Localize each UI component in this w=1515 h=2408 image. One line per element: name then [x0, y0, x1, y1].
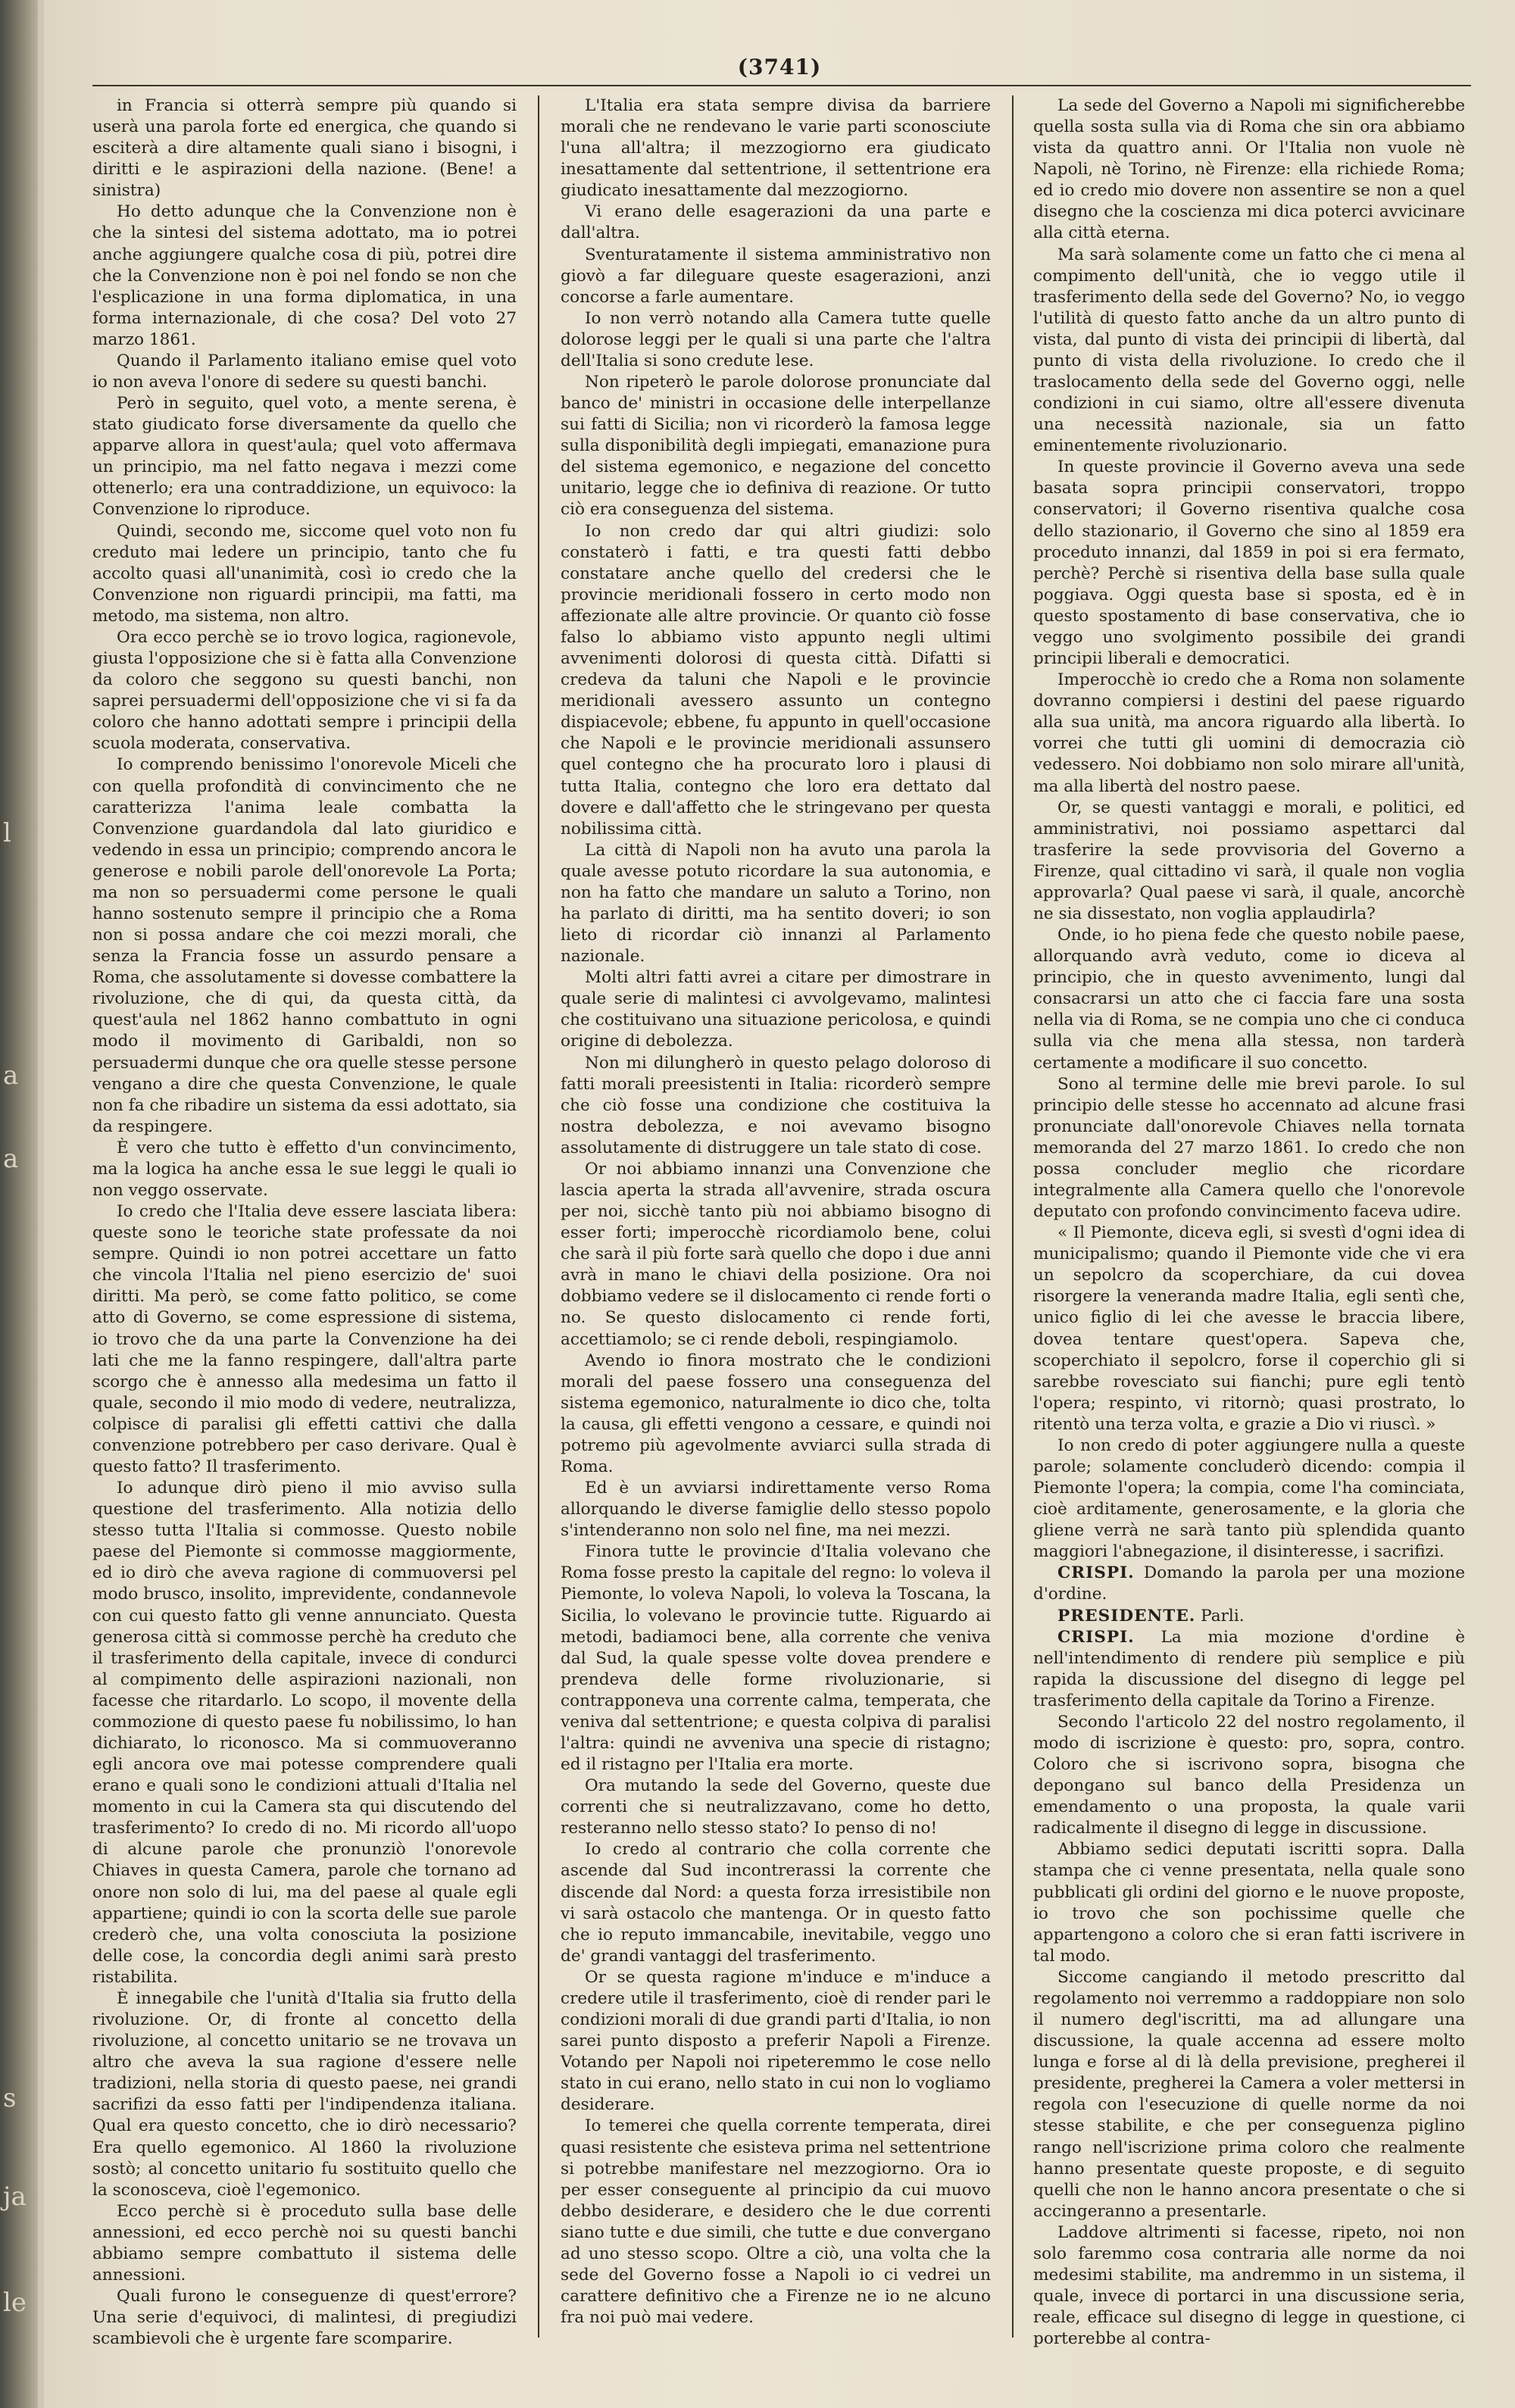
paragraph [561, 201, 991, 244]
paragraph-text: Or se questa ragione m'induce e m'induce a credere utile il trasferimento, cioè di render pari le condizioni morali di due grandi parti d'Italia, io non sarei punto disposto a preferir Napoli a Firenze. Votando per Napoli noi ripeteremmo le cose nello stato in cui erano, nello stato in cui non lo vogliamo desiderare. [561, 1967, 991, 2115]
paragraph-text: È vero che tutto è effetto d'un convincimento, ma la logica ha anche essa le sue leggi le quali io non veggo osservate. [92, 1138, 517, 1200]
paragraph [561, 1159, 991, 1351]
paragraph-text: È innegabile che l'unità d'Italia sia frutto della rivoluzione. Or, di fronte al concetto della rivoluzione, al concetto unitario se ne trovava un altro che aveva la sua ragione d'essere nelle tradizioni, nella storia di questo paese, nei grandi sacrifizi da esso fatti per l'indipendenza italiana. Qual era questo concetto, che io dirò necessario? Era quello egemonico. Al 1860 la rivoluzione sostò; al concetto unitario fu sostituito quello che la sconosceva, cioè l'egemonico. [92, 1988, 517, 2200]
paragraph [561, 1839, 991, 1966]
paragraph [92, 1988, 517, 2201]
paragraph [561, 372, 991, 521]
text-column-1 [92, 95, 517, 2368]
paragraph-text: La città di Napoli non ha avuto una parola la quale avesse potuto ricordare la sua autonomia, e non ha fatto che mandare un saluto a Torino, non ha parlato di diritti, ma ha sentito doveri; io son lieto di ricordar ciò innanzi al Parlamento nazionale. [561, 840, 991, 967]
paragraph-text: Non mi dilungherò in questo pelago doloroso di fatti morali preesistenti in Italia: ricorderò sempre che ciò fosse una condizione che costituiva la nostra debolezza, e noi avevamo bisogno assolutamente di distruggere un tale stato di cose. [561, 1053, 991, 1157]
paragraph-text: Ma sarà solamente come un fatto che ci mena al compimento dell'unità, che io veggo utile il trasferimento della sede del Governo? No, io veggo l'utilità di questo fatto anche da un altro punto di vista, dal punto di vista dei principii di libertà, dal punto di vista della rivoluzione. Io credo che il traslocamento della sede del Governo oggi, nelle condizioni in cui siamo, oltre all'essere divenuta una necessità nazionale, sia un fatto eminentemente rivoluzionario. [1033, 245, 1465, 456]
paragraph-text: Io non credo dar qui altri giudizi: solo constaterò i fatti, e tra questi fatti debbo constatare anche quello del credersi che le provincie meridionali fossero in certo modo non affezionate alle altre provincie. Or quanto ciò fosse falso lo abbiamo visto appunto negli ultimi avvenimenti dolorosi di questa città. Difatti si credeva da taluni che Napoli e le provincie meridionali avessero assunto un contegno dispiacevole; ebbene, fu appunto in quell'occasione che Napoli e le provincie meridionali assunsero quel contegno che ha procurato loro i plausi di tutta Italia, contegno che loro era dettato dal dovere e dall'affetto che le stringevano per questa nobilissima città. [561, 521, 991, 839]
paragraph-text: La sede del Governo a Napoli mi significherebbe quella sosta sulla via di Roma che sin ora abbiamo vista da quattro anni. Or l'Italia non vuole nè Napoli, nè Torino, nè Firenze: ella richiede Roma; ed io credo mio dovere non assentire se non a quel disegno che la coscienza mi dica poterci avvicinare alla città eterna. [1033, 96, 1465, 243]
column-rule [1012, 95, 1014, 2338]
paragraph [1033, 1435, 1465, 1563]
paragraph-text: Quando il Parlamento italiano emise quel voto io non aveva l'onore di sedere su questi banchi. [92, 351, 517, 392]
paragraph [561, 95, 991, 201]
paragraph [561, 2116, 991, 2328]
page-number: (3741) [737, 55, 822, 80]
paragraph [561, 967, 991, 1052]
paragraph-text: Imperocchè io credo che a Roma non solamente dovranno compiersi i destini del paese riguardo alla sua unità, ma ancora riguardo alla libertà. Io vorrei che tutti gli uomini di democrazia ciò vedessero. Noi dobbiamo non solo mirare all'unità, ma alla libertà del nostro paese. [1033, 670, 1465, 796]
paragraph-text: Parli. [1195, 1606, 1245, 1626]
paragraph [1033, 1223, 1465, 1435]
paragraph [92, 1478, 517, 1988]
paragraph [92, 201, 517, 351]
header-rule [92, 85, 1471, 86]
paragraph [1033, 1712, 1465, 1839]
paragraph-text: Sventuratamente il sistema amministrativo non giovò a far dileguare queste esagerazioni, anzi concorse a farle aumentare. [561, 245, 991, 307]
paragraph-text: Onde, io ho piena fede che questo nobile paese, allorquando avrà veduto, come io diceva al principio, che in questo avvenimento, lungi dal consacrarsi un atto che ci faccia fare una sosta nella via di Roma, se ne compia uno che ci conduca sulla via che mena alla stessa, non tarderà certamente a modificare il suo concetto. [1033, 926, 1465, 1073]
paragraph-text: La mia mozione d'ordine è nell'intendimento di rendere più semplice e più rapida la discussione del disegno di legge pel trasferimento della capitale da Torino a Firenze. [1033, 1627, 1465, 1710]
paragraph-text: Finora tutte le provincie d'Italia volevano che Roma fosse presto la capitale del regno: lo voleva il Piemonte, lo voleva Napoli, lo voleva la Toscana, la Sicilia, lo volevano le provincie tutte. Riguardo ai metodi, badiamoci bene, alla corrente che veniva dal Sud, la quale spesse volte dovea prendere e prendeva delle forme rivoluzionarie, si contrapponeva una corrente calma, temperata, che veniva dal settentrione; e questa colpiva di paralisi l'altra: quindi ne avveniva una specie di ristagno; ed il ristagno per l'Italia era morte. [561, 1542, 991, 1775]
speaker-name: PRESIDENTE. [1057, 1606, 1196, 1626]
paragraph-text: Avendo io finora mostrato che le condizioni morali del paese fossero una conseguenza del sistema egemonico, naturalmente io dico che, tolta la causa, gli effetti vengono a cessare, e quindi noi potremo più agevolmente avviarci sulla strada di Roma. [561, 1351, 991, 1476]
paragraph [561, 1967, 991, 2116]
newspaper-page [44, 0, 1515, 2408]
paragraph-text: Or, se questi vantaggi e morali, e politici, ed amministrativi, noi possiamo aspettarci dal trasferire la sede provvisoria del Governo a Firenze, qual cittadino vi sarà, il quale non voglia approvarla? Qual paese vi sarà, il quale, ancorchè ne sia dissestato, non voglia applaudirla? [1033, 798, 1465, 923]
edge-mark: s [3, 2083, 17, 2113]
paragraph [561, 308, 991, 372]
paragraph-text: Vi erano delle esagerazioni da una parte e dall'altra. [561, 202, 991, 243]
column-rule [538, 95, 539, 2338]
paragraph [92, 95, 517, 201]
paragraph [1033, 670, 1465, 797]
paragraph-text: Io credo che l'Italia deve essere lasciata libera: queste sono le teoriche state professate da noi sempre. Quindi io non potrei accettare un fatto che vincola l'Italia nel pieno esercizio de' suoi diritti. Ma però, se come fatto politico, se come atto di Governo, se come espressione di sistema, io trovo che da una parte la Convenzione ha dei lati che me la fanno respingere, dall'altra parte scorgo che è annesso alla medesima un fatto il quale, secondo il mio modo di vedere, neutralizza, colpisce di paralisi gli effetti cattivi che dalla convenzione potrebbero per caso derivare. Qual è questo fatto? Il trasferimento. [92, 1202, 517, 1476]
paragraph-text: Quindi, secondo me, siccome quel voto non fu creduto mai ledere un principio, tanto che fu accolto quasi all'unanimità, così io credo che la Convenzione non riguardi principii, ma fatti, ma metodo, ma sistema, non altro. [92, 521, 517, 626]
paragraph-text: Domando la parola per una mozione d'ordine. [1033, 1563, 1465, 1604]
paragraph [1033, 245, 1465, 458]
text-column-3 [1033, 95, 1465, 2368]
paragraph-text: Però in seguito, quel voto, a mente serena, è stato giudicato forse diversamente da quello che apparve allora in quest'aula; quel voto affermava un principio, ma nel fatto negava i mezzi come ottenerlo; era una contraddizione, un equivoco: la Convenzione lo riproduce. [92, 394, 517, 520]
paragraph [92, 1201, 517, 1478]
paragraph-text: Laddove altrimenti si facesse, ripeto, noi non solo faremmo cosa contraria alle norme da noi medesimi stabilite, ma andremmo in un sistema, il quale, invece di portarci in una discussione seria, reale, efficace sul disegno di legge in questione, ci porterebbe al contra- [1033, 2222, 1465, 2349]
paragraph-text: Io credo al contrario che colla corrente che ascende dal Sud incontrerassi la corrente che discende dal Nord: a questa forza irresistibile non vi sarà ostacolo che mantenga. Or in questo fatto che io reputo immancabile, inevitabile, veggo uno de' grandi vantaggi del trasferimento. [561, 1840, 991, 1966]
text-column-2 [561, 95, 991, 2368]
paragraph [1033, 2222, 1465, 2350]
paragraph [561, 1053, 991, 1159]
paragraph [561, 840, 991, 967]
paragraph-text: Ora ecco perchè se io trovo logica, ragionevole, giusta l'opposizione che si è fatta alla Convenzione da coloro che seggono su questi banchi, non saprei persuadermi dell'opposizione che vi si fa da coloro che hanno adottati sempre i principii della scuola moderata, conservativa. [92, 627, 517, 754]
paragraph [92, 393, 517, 520]
paragraph [1033, 925, 1465, 1074]
paragraph-text: Abbiamo sedici deputati iscritti sopra. Dalla stampa che ci venne presentata, nella quale sono pubblicati gli ordini del giorno e le nuove proposte, io trovo che son pochissime quelle che appartengono a coloro che si eran fatti iscrivere in tal modo. [1033, 1840, 1465, 1966]
speaker-name: CRISPI. [1057, 1627, 1135, 1647]
paragraph-text: Molti altri fatti avrei a citare per dimostrare in quale serie di malintesi ci avvolgevamo, malintesi che costituivano una situazione pericolosa, e quindi origine di debolezza. [561, 968, 991, 1051]
paragraph-text: Io temerei che quella corrente temperata, direi quasi resistente che esisteva prima nel settentrione si potrebbe manifestare nel mezzogiorno. Ora io per esser conseguente al principio da cui muovo debbo desiderare, e desidero che le due correnti siano tutte e due simili, che tutte e due convergano ad uno stesso scopo. Oltre a ciò, una volta che la sede del Governo fosse a Napoli io ci vedrei un carattere definitivo che a Firenze ne io ne alcuno fra noi può mai vedere. [561, 2116, 991, 2328]
paragraph-text: Secondo l'articolo 22 del nostro regolamento, il modo di iscrizione è questo: pro, sopra, contro. Coloro che si iscrivono sopra, bisogna che depongano sul banco della Presidenza un emendamento o una proposta, la quale varii radicalmente il disegno di legge in discussione. [1033, 1712, 1465, 1838]
paragraph [92, 754, 517, 1137]
paragraph-text: Siccome cangiando il metodo prescritto dal regolamento noi verremmo a raddoppiare non solo il numero degl'iscritti, ma ad allungare una discussione, la quale accenna ad essere molto lunga e forse al di là della previsione, pregherei il presidente, pregherei la Camera a voler mettersi in regola con l'esecuzione di quelle norme da noi stesse stabilite, e che per conseguenza piglino rango nell'iscrizione prima coloro che realmente hanno presentate queste proposte, e di seguito quelli che non le hanno ancora presentate o che si accingeranno a presentarle. [1033, 1967, 1465, 2221]
paragraph-text: in Francia si otterrà sempre più quando si userà una parola forte ed energica, che quando si esciterà a dire altamente quali siano i bisogni, i diritti e le aspirazioni della nazione. (Bene! a sinistra) [92, 96, 517, 201]
edge-mark: le [3, 2288, 27, 2318]
paragraph [561, 521, 991, 840]
paragraph [561, 1541, 991, 1776]
paragraph [92, 627, 517, 754]
paragraph-text: Ed è un avviarsi indirettamente verso Roma allorquando le diverse famiglie dello stesso popolo s'intenderanno non solo nel fine, ma nei mezzi. [561, 1479, 991, 1541]
paragraph [1033, 1839, 1465, 1966]
paragraph-text: Io non credo di poter aggiungere nulla a queste parole; solamente concluderò dicendo: compia il Piemonte l'opera; la compia, come l'ha cominciata, cioè arditamente, generosamente, e la gloria che gliene verrà ne sarà tanto più splendida quanto maggiori l'abnegazione, il disinteresse, i sacrifizi. [1033, 1435, 1465, 1562]
paragraph-text: « Il Piemonte, diceva egli, si svestì d'ogni idea di municipalismo; quando il Piemonte vide che vi era un sepolcro da scoperchiare, da cui dovea risorgere la veneranda madre Italia, egli sentì che, unico figlio di lei che avesse le braccia libere, dovea tentare quest'opera. Sapeva che, scoperchiato il sepolcro, forse il coperchio gli si sarebbe rovesciato sui fianchi; pure egli tentò l'opera; respinto, vi ritornò; quasi prostrato, lo ritentò una terza volta, e grazie a Dio vi riuscì. » [1033, 1223, 1465, 1434]
paragraph-text: Quali furono le conseguenze di quest'errore? Una serie d'equivoci, di malintesi, di pregiudizi scambievoli che è urgente fare scomparire. [92, 2287, 517, 2349]
paragraph-text: Non ripeterò le parole dolorose pronunciate dal banco de' ministri in occasione delle interpellanze sui fatti di Sicilia; non vi ricorderò la famosa legge sulla disponibilità degli impiegati, emanazione pura del sistema egemonico, e negazione del concetto unitario, legge che io definiva di reazione. Or tutto ciò era conseguenza del sistema. [561, 373, 991, 520]
paragraph [561, 245, 991, 308]
paragraph [1033, 1606, 1465, 1627]
paragraph-text: Or noi abbiamo innanzi una Convenzione che lascia aperta la strada all'avvenire, strada oscura per noi, sicchè tanto più noi abbiamo bisogno di esser forti; imperocchè ricordiamolo bene, colui che sarà il più forte sarà quello che dopo i due anni avrà in mano le chiavi della posizione. Ora noi dobbiamo vedere se il dislocamento ci rende forti o no. Se questo dislocamento ci rende forti, accettiamolo; se ci rende deboli, respingiamolo. [561, 1159, 991, 1349]
paragraph [561, 1351, 991, 1478]
paragraph [1033, 1967, 1465, 2222]
paragraph [92, 521, 517, 627]
paragraph [1033, 1627, 1465, 1712]
paragraph [92, 2286, 517, 2350]
paragraph-text: In queste provincie il Governo aveva una sede basata sopra principii conservatori, troppo conservatori; il Governo risentiva qualche cosa dello stazionario, il Governo che sino al 1859 era proceduto innanzi, dal 1859 in poi si era fermato, perchè? Perchè si risentiva della base sulla quale poggiava. Oggi questa base si sposta, ed è in questo spostamento di base conservativa, che io veggo uno svolgimento possibile dei grandi principii liberali e democratici. [1033, 458, 1465, 669]
paragraph [1033, 798, 1465, 925]
paragraph [1033, 457, 1465, 670]
edge-mark: l [3, 818, 11, 848]
paragraph-text: Sono al termine delle mie brevi parole. Io sul principio delle stesse ho accennato ad alcune frasi pronunciate dall'onorevole Chiaves nella tornata memoranda del 27 marzo 1861. Io credo che non possa concluder meglio che ricordare integralmente alla Camera quello che l'onorevole deputato con profondo convincimento faceva udire. [1033, 1074, 1465, 1222]
paragraph-text: Io comprendo benissimo l'onorevole Miceli che con quella profondità di convincimento che ne caratterizza l'anima leale combatta la Convenzione guardandola dal lato giuridico e vedendo in essa un principio; comprendo ancora le generose e nobili parole dell'onorevole La Porta; ma non so persuadermi come persone le quali hanno sostenuto sempre il principio che a Roma non si possa andare che coi mezzi morali, che senza la Francia fosse un assurdo pensare a Roma, che assolutamente si dovesse combattere la rivoluzione, che di qui, da questa città, da quest'aula nel 1862 hanno combattuto in ogni modo il movimento di Garibaldi, non so persuadermi dunque che ora quelle stesse persone vengano a dire che questa Convenzione, le quale non fa che ribadire un sistema da essi adottato, sia da respingere. [92, 755, 517, 1136]
paragraph-text: Io non verrò notando alla Camera tutte quelle dolorose leggi per le quali si una parte che l'altra dell'Italia si sono credute lese. [561, 308, 991, 370]
paragraph [92, 351, 517, 393]
paragraph [92, 2201, 517, 2286]
paragraph [1033, 95, 1465, 245]
paragraph-text: Ora mutando la sede del Governo, queste due correnti che si neutralizzavano, come ho detto, resteranno nello stesso stato? Io penso di no! [561, 1776, 991, 1838]
edge-mark: a [3, 1060, 19, 1091]
binding-edge [0, 0, 38, 2408]
paragraph-text: Io adunque dirò pieno il mio avviso sulla questione del trasferimento. Alla notizia dello stesso tutta l'Italia si commosse. Questo nobile paese del Piemonte si commosse maggiormente, ed io dirò che aveva ragione di commuoversi pel modo brusco, insolito, imprevidente, condannevole con cui questo fatto gli venne annunciato. Questa generosa città si commosse perchè ha creduto che il trasferimento della capitale, invece di condurci al compimento delle aspirazioni nazionali, non facesse che ritardarlo. Lo scopo, il movente della commozione di questo paese fu nobilissimo, lo han dichiarato, lo riconosco. Ma si commuoveranno egli ancora ove mai potesse comprendere quali erano e quali sono le condizioni attuali d'Italia nel momento in cui la Camera sta qui discutendo del trasferimento? Io credo di no. Mi ricordo all'uopo di alcune parole che pronunziò l'onorevole Chiaves in questa Camera, parole che tornano ad onore non solo di lui, ma del paese al quale egli appartiene; quindi io con la scorta delle sue parole crederò che, una volta conosciuta la posizione delle cose, la concordia degli animi sarà presto ristabilita. [92, 1479, 517, 1987]
edge-mark: a [3, 1144, 19, 1174]
paragraph [1033, 1074, 1465, 1223]
paragraph [92, 1138, 517, 1201]
paragraph-text: Ecco perchè si è proceduto sulla base delle annessioni, ed ecco perchè noi su questi banchi abbiamo sempre combattuto il sistema delle annessioni. [92, 2201, 517, 2285]
paragraph [561, 1478, 991, 1541]
paragraph-text: L'Italia era stata sempre divisa da barriere morali che ne rendevano le varie parti sconosciute l'una all'altra; il mezzogiorno era giudicato inesattamente dal settentrione, il settentrione era giudicato inesattamente dal mezzogiorno. [561, 96, 991, 201]
paragraph [1033, 1563, 1465, 1605]
speaker-name: CRISPI. [1057, 1563, 1135, 1583]
paragraph-text: Ho detto adunque che la Convenzione non è che la sintesi del sistema adottato, ma io potrei anche aggiungere qualche cosa di più, potrei dire che la Convenzione non è poi nel fondo se non che l'esplicazione in una forma diplomatica, in una forma internazionale, di che cosa? Del voto 27 marzo 1861. [92, 202, 517, 349]
paragraph [561, 1776, 991, 1839]
edge-mark: ja [3, 2182, 27, 2212]
